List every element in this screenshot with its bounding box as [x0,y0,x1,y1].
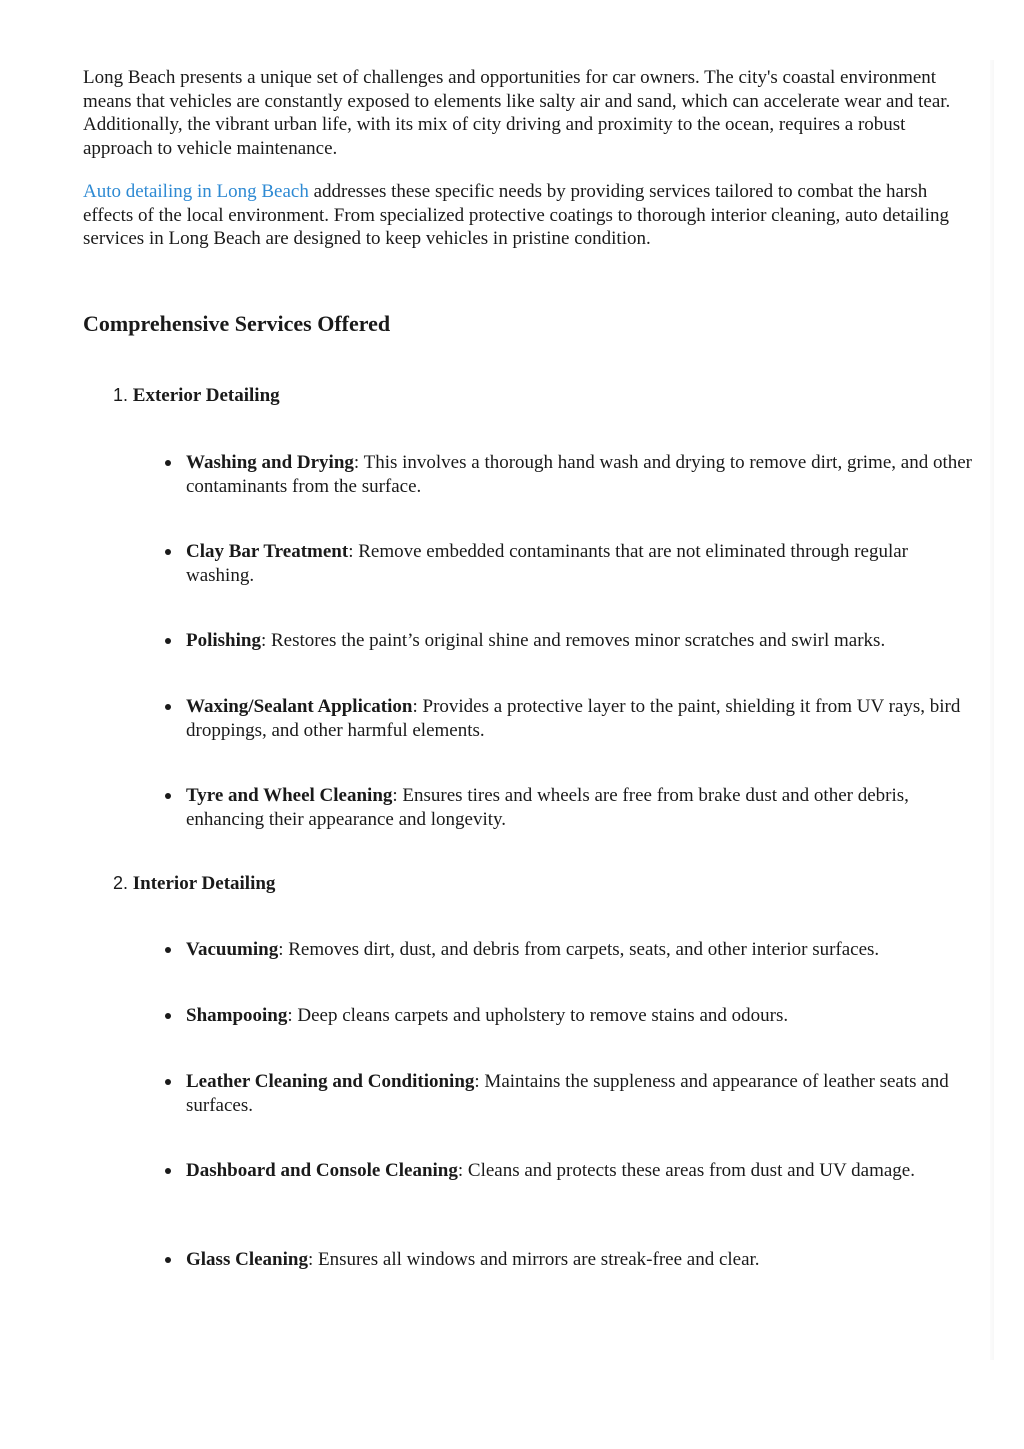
section-heading: Comprehensive Services Offered [83,311,391,336]
list-item [186,540,976,587]
service-description: : Restores the paint’s original shine and removes minor scratches and swirl marks. [260,630,886,651]
list-item [186,1248,976,1272]
service-description: : Provides a protective layer to the paint, shielding it from UV rays, bird droppings, and other harmful elements. [186,696,961,741]
bullet-icon [165,1079,171,1085]
service-term: Waxing/Sealant Application [186,696,413,717]
service-description: : Remove embedded contaminants that are not eliminated through regular washing. [186,541,908,586]
service-category-title: Exterior Detailing [132,385,280,406]
service-description: : Ensures all windows and mirrors are streak-free and clear. [307,1249,760,1270]
service-term: Vacuuming [186,939,279,960]
article-body [83,66,973,1270]
list-item [186,629,976,653]
service-description: : Maintains the suppleness and appearance of leather seats and surfaces. [186,1071,949,1116]
bullet-icon [165,1257,171,1263]
service-description: : This involves a thorough hand wash and drying to remove dirt, grime, and other contaminants from the surface. [186,452,972,497]
service-category-exterior [113,384,280,407]
list-item [186,938,976,962]
list-item [186,695,976,742]
bullet-icon [165,704,171,710]
service-description: : Removes dirt, dust, and debris from carpets, seats, and other interior surfaces. [278,939,880,960]
service-term: Shampooing [186,1005,288,1026]
service-category-interior [113,872,275,895]
list-item [186,451,976,498]
bullet-icon [165,638,171,644]
auto-detailing-paragraph-text: addresses these specific needs by providing services tailored to combat the harsh effects of the local environment. From specialized protective coatings to thorough interior cleaning, auto detailing services in Long Beach are designed to keep vehicles in pristine condition. [83,181,949,249]
bullet-icon [165,460,171,466]
service-term: Dashboard and Console Cleaning [186,1160,458,1181]
page-edge-shadow [990,60,994,1360]
service-description: : Cleans and protects these areas from dust and UV damage. [457,1160,915,1181]
bullet-icon [165,1168,171,1174]
service-term: Polishing [186,630,261,651]
list-item [186,1070,976,1117]
service-term: Leather Cleaning and Conditioning [186,1071,475,1092]
bullet-icon [165,1013,171,1019]
list-item [186,1159,976,1183]
service-term: Tyre and Wheel Cleaning [186,785,393,806]
bullet-icon [165,793,171,799]
list-number: 1. [113,385,129,405]
service-category-title: Interior Detailing [132,873,276,894]
service-term: Washing and Drying [186,452,354,473]
intro-paragraph: Long Beach presents a unique set of challenges and opportunities for car owners. The city's coastal environment means that vehicles are constantly exposed to elements like salty air and sand, which can accelerate wear and tear. Additionally, the vibrant urban life, with its mix of city driving and proximity to the ocean, requires a robust approach to vehicle maintenance. [83,67,951,159]
service-term: Glass Cleaning [186,1249,308,1270]
service-description: : Deep cleans carpets and upholstery to remove stains and odours. [287,1005,789,1026]
bullet-icon [165,549,171,555]
auto-detailing-link[interactable]: Auto detailing in Long Beach [83,181,309,202]
list-item [186,784,976,831]
bullet-icon [165,947,171,953]
list-item [186,1004,976,1028]
service-term: Clay Bar Treatment [186,541,349,562]
auto-detailing-paragraph [83,180,973,251]
list-number: 2. [113,873,129,893]
service-description: : Ensures tires and wheels are free from brake dust and other debris, enhancing their appearance and longevity. [186,785,909,830]
